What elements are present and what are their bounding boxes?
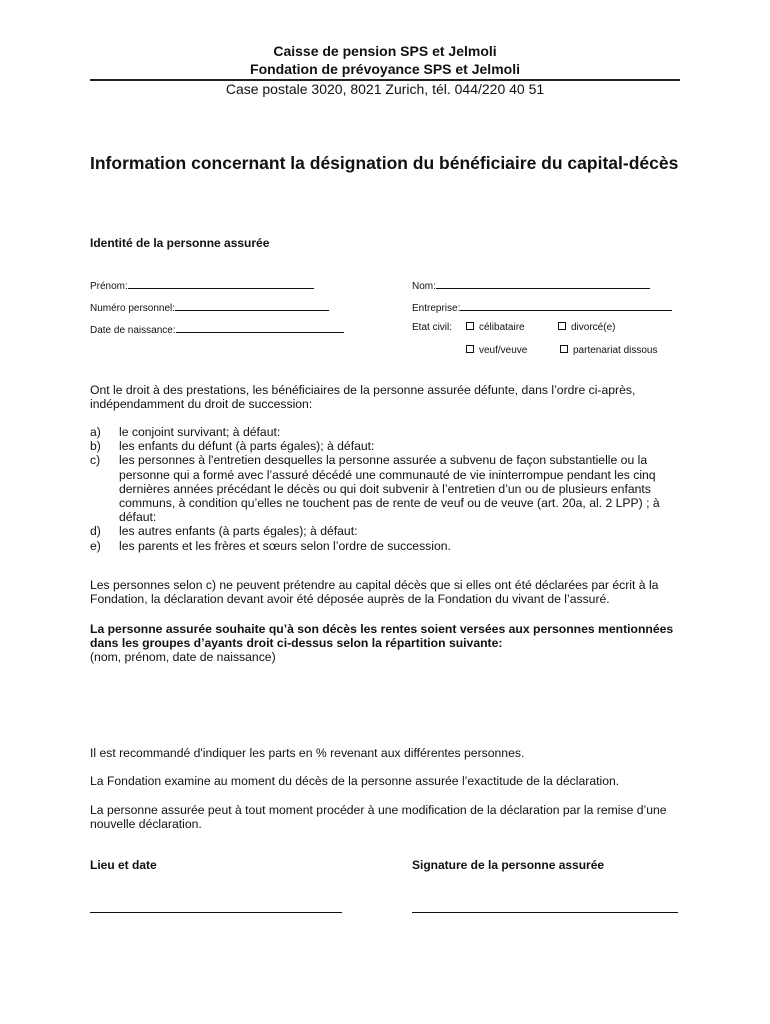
list-item-e	[90, 539, 690, 553]
checkbox-veuf[interactable]	[466, 345, 527, 356]
beneficiary-order-list	[90, 425, 690, 553]
list-text: le conjoint survivant; à défaut:	[119, 425, 281, 439]
header-fund-name: Caisse de pension SPS et Jelmoli	[273, 43, 497, 59]
section-heading-identity: Identité de la personne assurée	[90, 236, 270, 250]
wish-note: (nom, prénom, date de naissance)	[90, 650, 276, 664]
condition-paragraph: Les personnes selon c) ne peuvent prétendre au capital décès que si elles ont été déclarées par écrit à la Fondation, la déclaration devant avoir été déposée auprès de la Fondation du vivant de l’assuré.	[90, 578, 659, 607]
signature-insured-label: Signature de la personne assurée	[412, 858, 605, 872]
list-item-d	[90, 524, 690, 538]
checkbox-celibataire-box[interactable]	[466, 322, 474, 330]
list-letter: a)	[90, 425, 101, 439]
place-date-line[interactable]	[90, 912, 342, 913]
checkbox-celibataire[interactable]	[466, 322, 525, 333]
wish-paragraph: La personne assurée souhaite qu’à son décès les rentes soient versées aux personnes mentionnées dans les groupes d’ayants droit ci-dessus selon la répartition suivante:	[90, 622, 674, 651]
checkbox-divorce-box[interactable]	[558, 322, 566, 330]
list-item-b	[90, 439, 690, 453]
checkbox-divorce-label: divorcé(e)	[571, 322, 616, 333]
field-numero-line[interactable]	[175, 300, 329, 311]
signature-line[interactable]	[412, 912, 678, 913]
checkbox-veuf-box[interactable]	[466, 345, 474, 353]
recommend-paragraph: Il est recommandé d'indiquer les parts en % revenant aux différentes personnes.	[90, 746, 525, 760]
modify-paragraph: La personne assurée peut à tout moment procéder à une modification de la déclaration par la remise d’une nouvelle déclaration.	[90, 803, 667, 832]
header-address: Case postale 3020, 8021 Zurich, tél. 044/220 40 51	[225, 81, 545, 97]
list-text: les autres enfants (à parts égales); à défaut:	[119, 524, 358, 539]
list-letter: d)	[90, 524, 101, 539]
checkbox-partenariat[interactable]	[560, 345, 658, 356]
list-item-a	[90, 425, 690, 439]
checkbox-partenariat-label: partenariat dissous	[573, 345, 658, 356]
list-item-c	[90, 453, 690, 524]
header-foundation-name: Fondation de prévoyance SPS et Jelmoli	[250, 61, 520, 77]
field-entreprise-line[interactable]	[460, 300, 672, 311]
intro-paragraph: Ont le droit à des prestations, les bénéficiaires de la personne assurée défunte, dans l’ordre ci-après, indépendamment du droit de succession:	[90, 383, 636, 412]
list-text: les personnes à l'entretien desquelles la personne assurée a subvenu de façon substantielle ou la personne qui a formé avec l’assuré décédé une communauté de vie ininterrompue pendant les cinq dernières années précédant le décès ou qui doit subvenir à l’entretien d’un ou de plusieurs enfants communs, à condition qu’elles ne touchent pas de rente de veuf ou de veuve (art. 20a, al. 2 LPP) ; à défaut:	[119, 453, 660, 525]
field-entreprise[interactable]	[412, 300, 672, 314]
checkbox-celibataire-label: célibataire	[479, 322, 525, 333]
list-letter: e)	[90, 538, 101, 553]
field-prenom-line[interactable]	[128, 278, 314, 289]
field-naissance[interactable]	[90, 322, 344, 336]
document-title: Information concernant la désignation du bénéficiaire du capital-décès	[90, 153, 679, 173]
list-text: les parents et les frères et sœurs selon l’ordre de succession.	[119, 538, 451, 553]
field-nom[interactable]	[412, 278, 650, 292]
list-letter: b)	[90, 439, 101, 454]
field-etat-civil-label: Etat civil:	[412, 322, 453, 333]
list-text: les enfants du défunt (à parts égales); à défaut:	[119, 439, 375, 454]
field-nom-line[interactable]	[436, 278, 650, 289]
signature-place-date-label: Lieu et date	[90, 858, 157, 872]
field-prenom-label: Prénom:	[90, 281, 128, 292]
checkbox-divorce[interactable]	[558, 322, 615, 333]
field-prenom[interactable]	[90, 278, 314, 292]
field-numero-label: Numéro personnel:	[90, 303, 176, 314]
field-nom-label: Nom:	[412, 281, 436, 292]
list-letter: c)	[90, 453, 101, 468]
field-naissance-label: Date de naissance:	[90, 325, 176, 336]
field-numero[interactable]	[90, 300, 329, 314]
checkbox-partenariat-box[interactable]	[560, 345, 568, 353]
examine-paragraph: La Fondation examine au moment du décès de la personne assurée l’exactitude de la déclaration.	[90, 774, 620, 788]
field-entreprise-label: Entreprise:	[412, 303, 461, 314]
field-naissance-line[interactable]	[176, 322, 344, 333]
checkbox-veuf-label: veuf/veuve	[479, 345, 528, 356]
